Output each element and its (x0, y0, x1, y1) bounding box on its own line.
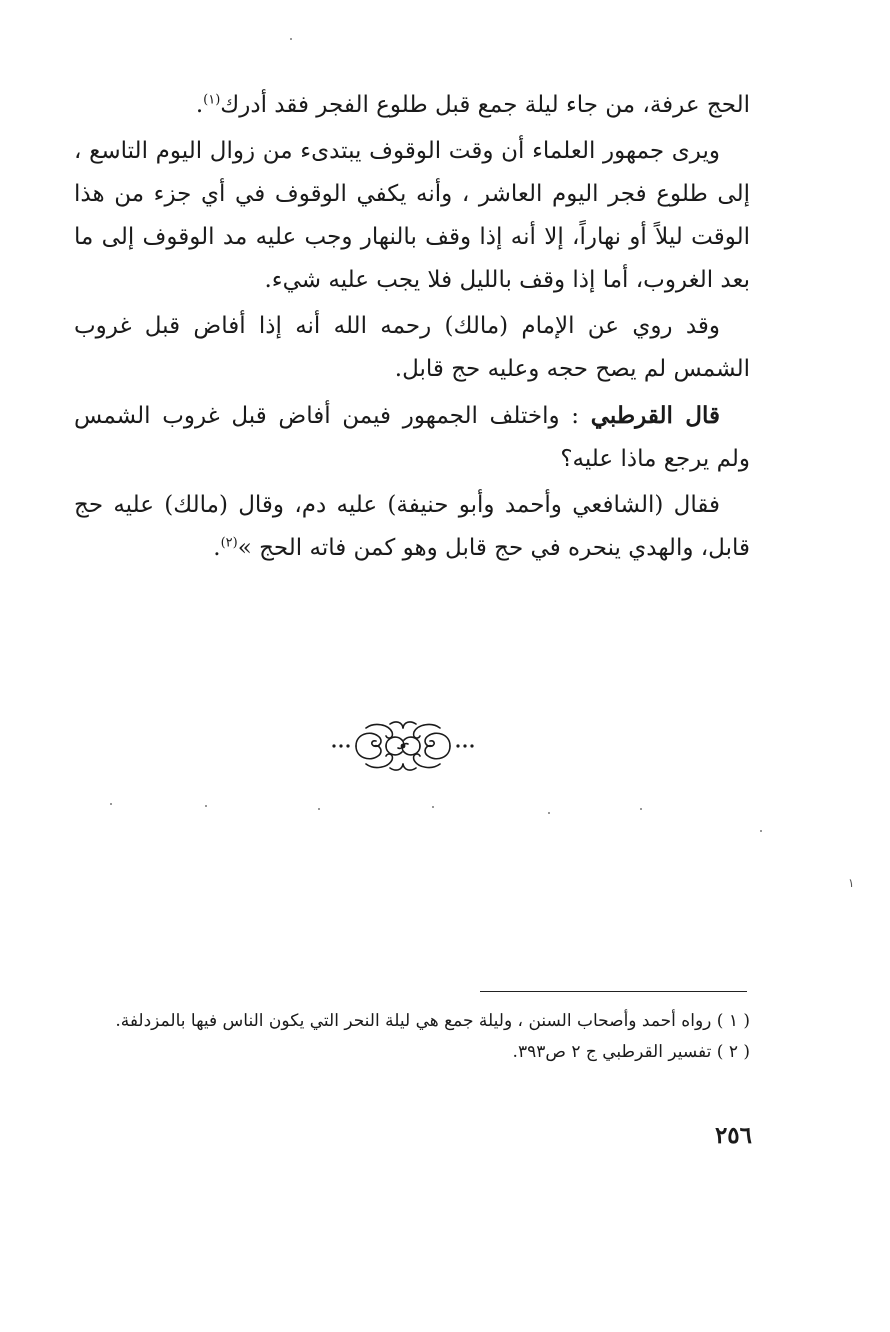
footnote-ref-2[interactable]: (٢) (220, 535, 238, 551)
scan-speck (640, 808, 642, 810)
paragraph-4-text: : واختلف الجمهور فيمن أفاض قبل غروب الشمس ولم يرجع ماذا عليه؟ (74, 403, 750, 472)
scan-speck (290, 38, 292, 40)
scan-speck (110, 803, 112, 805)
footnote-1: ( ١ ) رواه أحمد وأصحاب السنن ، وليلة جمع هي ليلة النحر التي يكون الناس فيها بالمزدلفة. (115, 1011, 750, 1031)
paragraph-1-text: الحج عرفة، من جاء ليلة جمع قبل طلوع الفجر فقد أدرك (220, 92, 750, 118)
paragraph-4 (74, 394, 750, 481)
scan-speck (318, 808, 320, 810)
paragraph-5-text: فقال (الشافعي وأحمد وأبو حنيفة) عليه دم، وقال (مالك) عليه حج قابل، والهدي ينحره في حج قابل وهو كمن فاته الحج » (74, 492, 750, 561)
margin-mark: ١ (848, 876, 855, 890)
paragraph-1-end: . (195, 92, 204, 118)
ornament-divider (330, 718, 476, 774)
scan-speck (760, 830, 762, 832)
footnote-ref-1[interactable]: (١) (203, 92, 221, 108)
footnote-separator (480, 991, 747, 992)
paragraph-2: ويرى جمهور العلماء أن وقت الوقوف يبتدىء من زوال اليوم التاسع ، إلى طلوع فجر اليوم العاشر ، وأنه يكفي الوقوف في أي جزء من هذا الوقت ليلاً أو نهاراً، إلا أنه إذا وقف بالنهار وجب عليه مد الوقوف إلى ما بعد الغروب، أما إذا وقف بالليل فلا يجب عليه شيء. (74, 138, 750, 293)
scan-speck (205, 805, 207, 807)
main-text-body (74, 84, 750, 573)
paragraph-4-lead: قال القرطبي (590, 402, 720, 429)
paragraph-5-end: . (213, 535, 221, 561)
page-number: ٢٥٦ (714, 1122, 752, 1149)
footnotes (78, 1006, 750, 1068)
scan-speck (548, 812, 550, 814)
footnote-2: ( ٢ ) تفسير القرطبي ج ٢ ص٣٩٣. (512, 1042, 750, 1062)
scan-speck (432, 806, 434, 808)
paragraph-3: وقد روي عن الإمام (مالك) رحمه الله أنه إذا أفاض قبل غروب الشمس لم يصح حجه وعليه حج قابل. (74, 313, 750, 382)
paragraph-1 (74, 84, 750, 127)
paragraph-5 (74, 484, 750, 570)
